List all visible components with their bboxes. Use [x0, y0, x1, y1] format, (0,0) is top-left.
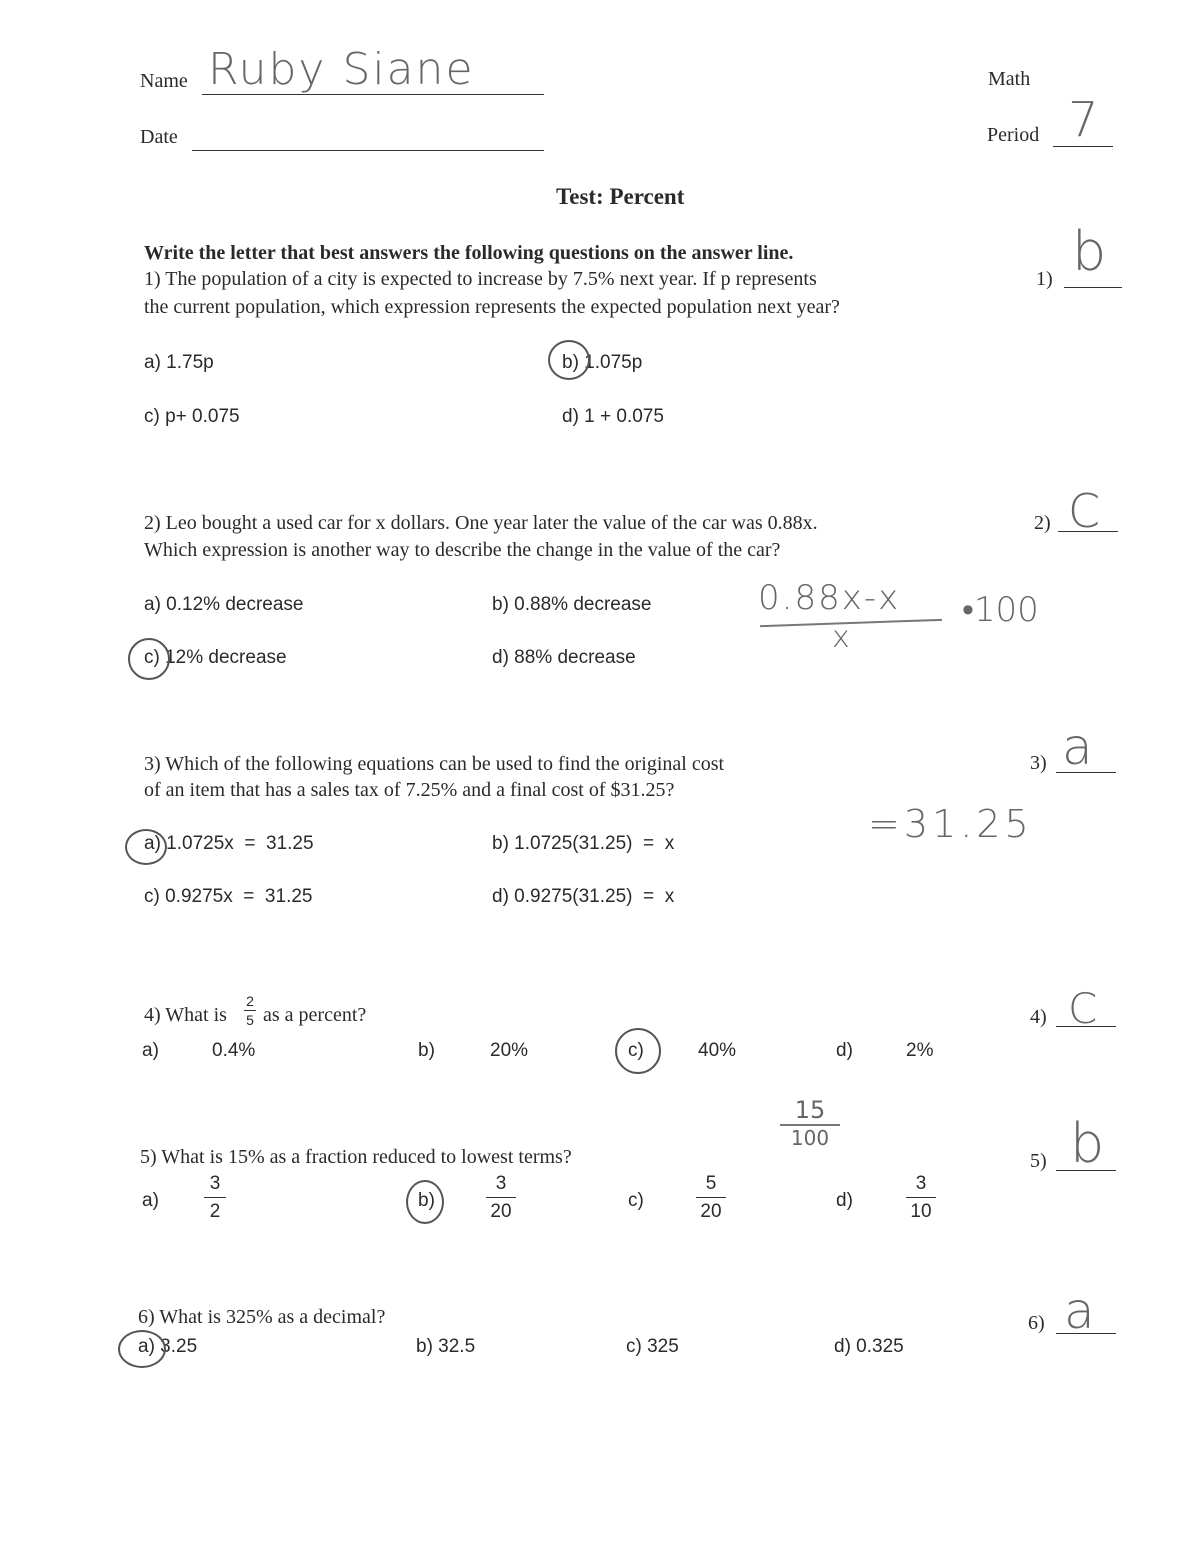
q2-work-numerator: 0.88x-x	[758, 578, 901, 618]
q6-answer[interactable]: a	[1064, 1282, 1095, 1340]
q5-d-denominator: 10	[910, 1201, 932, 1222]
q2-work-times: •100	[962, 590, 1039, 630]
q4-fraction-denominator: 5	[246, 1012, 254, 1028]
q5-answer-label: 5)	[1030, 1150, 1047, 1172]
q6-choice-d[interactable]: d) 0.325	[834, 1336, 904, 1357]
q5-text-line1: 5) What is 15% as a fraction reduced to lowest terms?	[140, 1146, 572, 1168]
q2-work-bar	[760, 619, 942, 627]
q3-answer-label: 3)	[1030, 752, 1047, 774]
q3-choice-a[interactable]: a) 1.0725x = 31.25	[144, 833, 314, 854]
test-title: Test: Percent	[556, 184, 685, 209]
q6-choice-b[interactable]: b) 32.5	[416, 1336, 476, 1357]
q5-b-numerator: 3	[495, 1173, 507, 1194]
q4-choice-a-value[interactable]: 0.4%	[212, 1040, 256, 1061]
q3-text-line1: 3) Which of the following equations can be used to find the original cost	[144, 753, 725, 775]
q5-choice-a[interactable]: a)	[142, 1190, 159, 1211]
q3-text-line2: of an item that has a sales tax of 7.25% and a final cost of $31.25?	[144, 779, 675, 801]
q1-choice-b[interactable]: b) 1.075p	[562, 352, 643, 373]
q2-answer-label: 2)	[1034, 512, 1051, 534]
q1-text-line1: 1) The population of a city is expected to increase by 7.5% next year. If p represents	[144, 268, 817, 290]
q5-work-numerator: 15	[794, 1096, 826, 1124]
q6-selection-circle	[118, 1330, 166, 1368]
q1-choice-a[interactable]: a) 1.75p	[144, 352, 214, 373]
q1-answer-label: 1)	[1036, 268, 1053, 290]
q4-fraction-numerator: 2	[246, 993, 254, 1009]
q5-work-fraction	[780, 1098, 840, 1148]
q4-text-suffix: as a percent?	[263, 1004, 367, 1026]
date-label: Date	[140, 126, 178, 148]
q5-choice-d-fraction[interactable]	[906, 1174, 936, 1221]
q6-choice-c[interactable]: c) 325	[626, 1336, 679, 1357]
q3-selection-circle	[125, 829, 167, 865]
date-line[interactable]	[192, 150, 544, 151]
q2-selection-circle	[128, 638, 170, 680]
q4-choice-b-value[interactable]: 20%	[490, 1040, 529, 1061]
q4-answer-label: 4)	[1030, 1006, 1047, 1028]
q5-choice-c[interactable]: c)	[628, 1190, 644, 1211]
q1-answer-line	[1064, 287, 1122, 288]
student-name[interactable]: Ruby Siane	[208, 44, 475, 95]
q5-b-denominator: 20	[490, 1201, 512, 1222]
q2-choice-b[interactable]: b) 0.88% decrease	[492, 594, 652, 615]
q5-choice-c-fraction[interactable]	[696, 1174, 726, 1221]
q2-choice-d[interactable]: d) 88% decrease	[492, 647, 636, 668]
q2-text-line2: Which expression is another way to describe the change in the value of the car?	[144, 539, 781, 561]
q4-choice-d-value[interactable]: 2%	[906, 1040, 934, 1061]
q2-work-denominator: x	[832, 620, 850, 655]
period-label: Period	[987, 124, 1040, 146]
q3-choice-d[interactable]: d) 0.9275(31.25) = x	[492, 886, 675, 907]
q3-answer[interactable]: a	[1062, 718, 1093, 776]
q2-text-line1: 2) Leo bought a used car for x dollars. One year later the value of the car was 0.88x.	[144, 512, 818, 534]
q5-choice-a-fraction[interactable]	[204, 1174, 226, 1221]
q4-selection-circle	[615, 1028, 661, 1074]
q2-answer[interactable]: C	[1068, 484, 1101, 538]
q5-choice-d[interactable]: d)	[836, 1190, 853, 1211]
period-value[interactable]: 7	[1068, 92, 1099, 148]
q5-answer[interactable]: b	[1070, 1112, 1105, 1175]
q3-work: =31.25	[868, 802, 1033, 846]
q5-selection-circle	[406, 1180, 444, 1224]
q2-choice-c[interactable]: c) 12% decrease	[144, 647, 287, 668]
q1-selection-circle	[548, 340, 590, 380]
q5-d-numerator: 3	[915, 1173, 927, 1194]
q4-text-prefix: 4) What is	[144, 1004, 227, 1026]
q5-choice-b-fraction[interactable]	[486, 1174, 516, 1221]
q1-answer[interactable]: b	[1072, 220, 1107, 283]
q4-choice-a[interactable]: a)	[142, 1040, 159, 1061]
q5-choice-b[interactable]: b)	[418, 1190, 435, 1211]
q4-choice-c[interactable]: c)	[628, 1040, 644, 1061]
q4-fraction	[244, 994, 256, 1027]
q5-a-numerator: 3	[209, 1173, 221, 1194]
q6-choice-a[interactable]: a) 3.25	[138, 1336, 198, 1357]
q5-c-denominator: 20	[700, 1201, 722, 1222]
q5-work-denominator: 100	[790, 1126, 830, 1150]
q5-c-numerator: 5	[705, 1173, 717, 1194]
q5-a-denominator: 2	[209, 1201, 221, 1222]
q4-choice-d[interactable]: d)	[836, 1040, 853, 1061]
q6-text-line1: 6) What is 325% as a decimal?	[138, 1306, 386, 1328]
q2-choice-a[interactable]: a) 0.12% decrease	[144, 594, 304, 615]
q1-text-line2: the current population, which expression represents the expected population next year?	[144, 296, 840, 318]
q4-choice-b[interactable]: b)	[418, 1040, 435, 1061]
q1-choice-c[interactable]: c) p+ 0.075	[144, 406, 240, 427]
q4-choice-c-value[interactable]: 40%	[698, 1040, 737, 1061]
q6-answer-label: 6)	[1028, 1312, 1045, 1334]
name-label: Name	[140, 70, 188, 92]
q3-choice-c[interactable]: c) 0.9275x = 31.25	[144, 886, 313, 907]
q4-answer[interactable]: C	[1068, 984, 1098, 1033]
q3-choice-b[interactable]: b) 1.0725(31.25) = x	[492, 833, 675, 854]
q1-choice-d[interactable]: d) 1 + 0.075	[562, 406, 664, 427]
subject-label: Math	[988, 68, 1031, 90]
instructions: Write the letter that best answers the following questions on the answer line.	[144, 242, 794, 264]
